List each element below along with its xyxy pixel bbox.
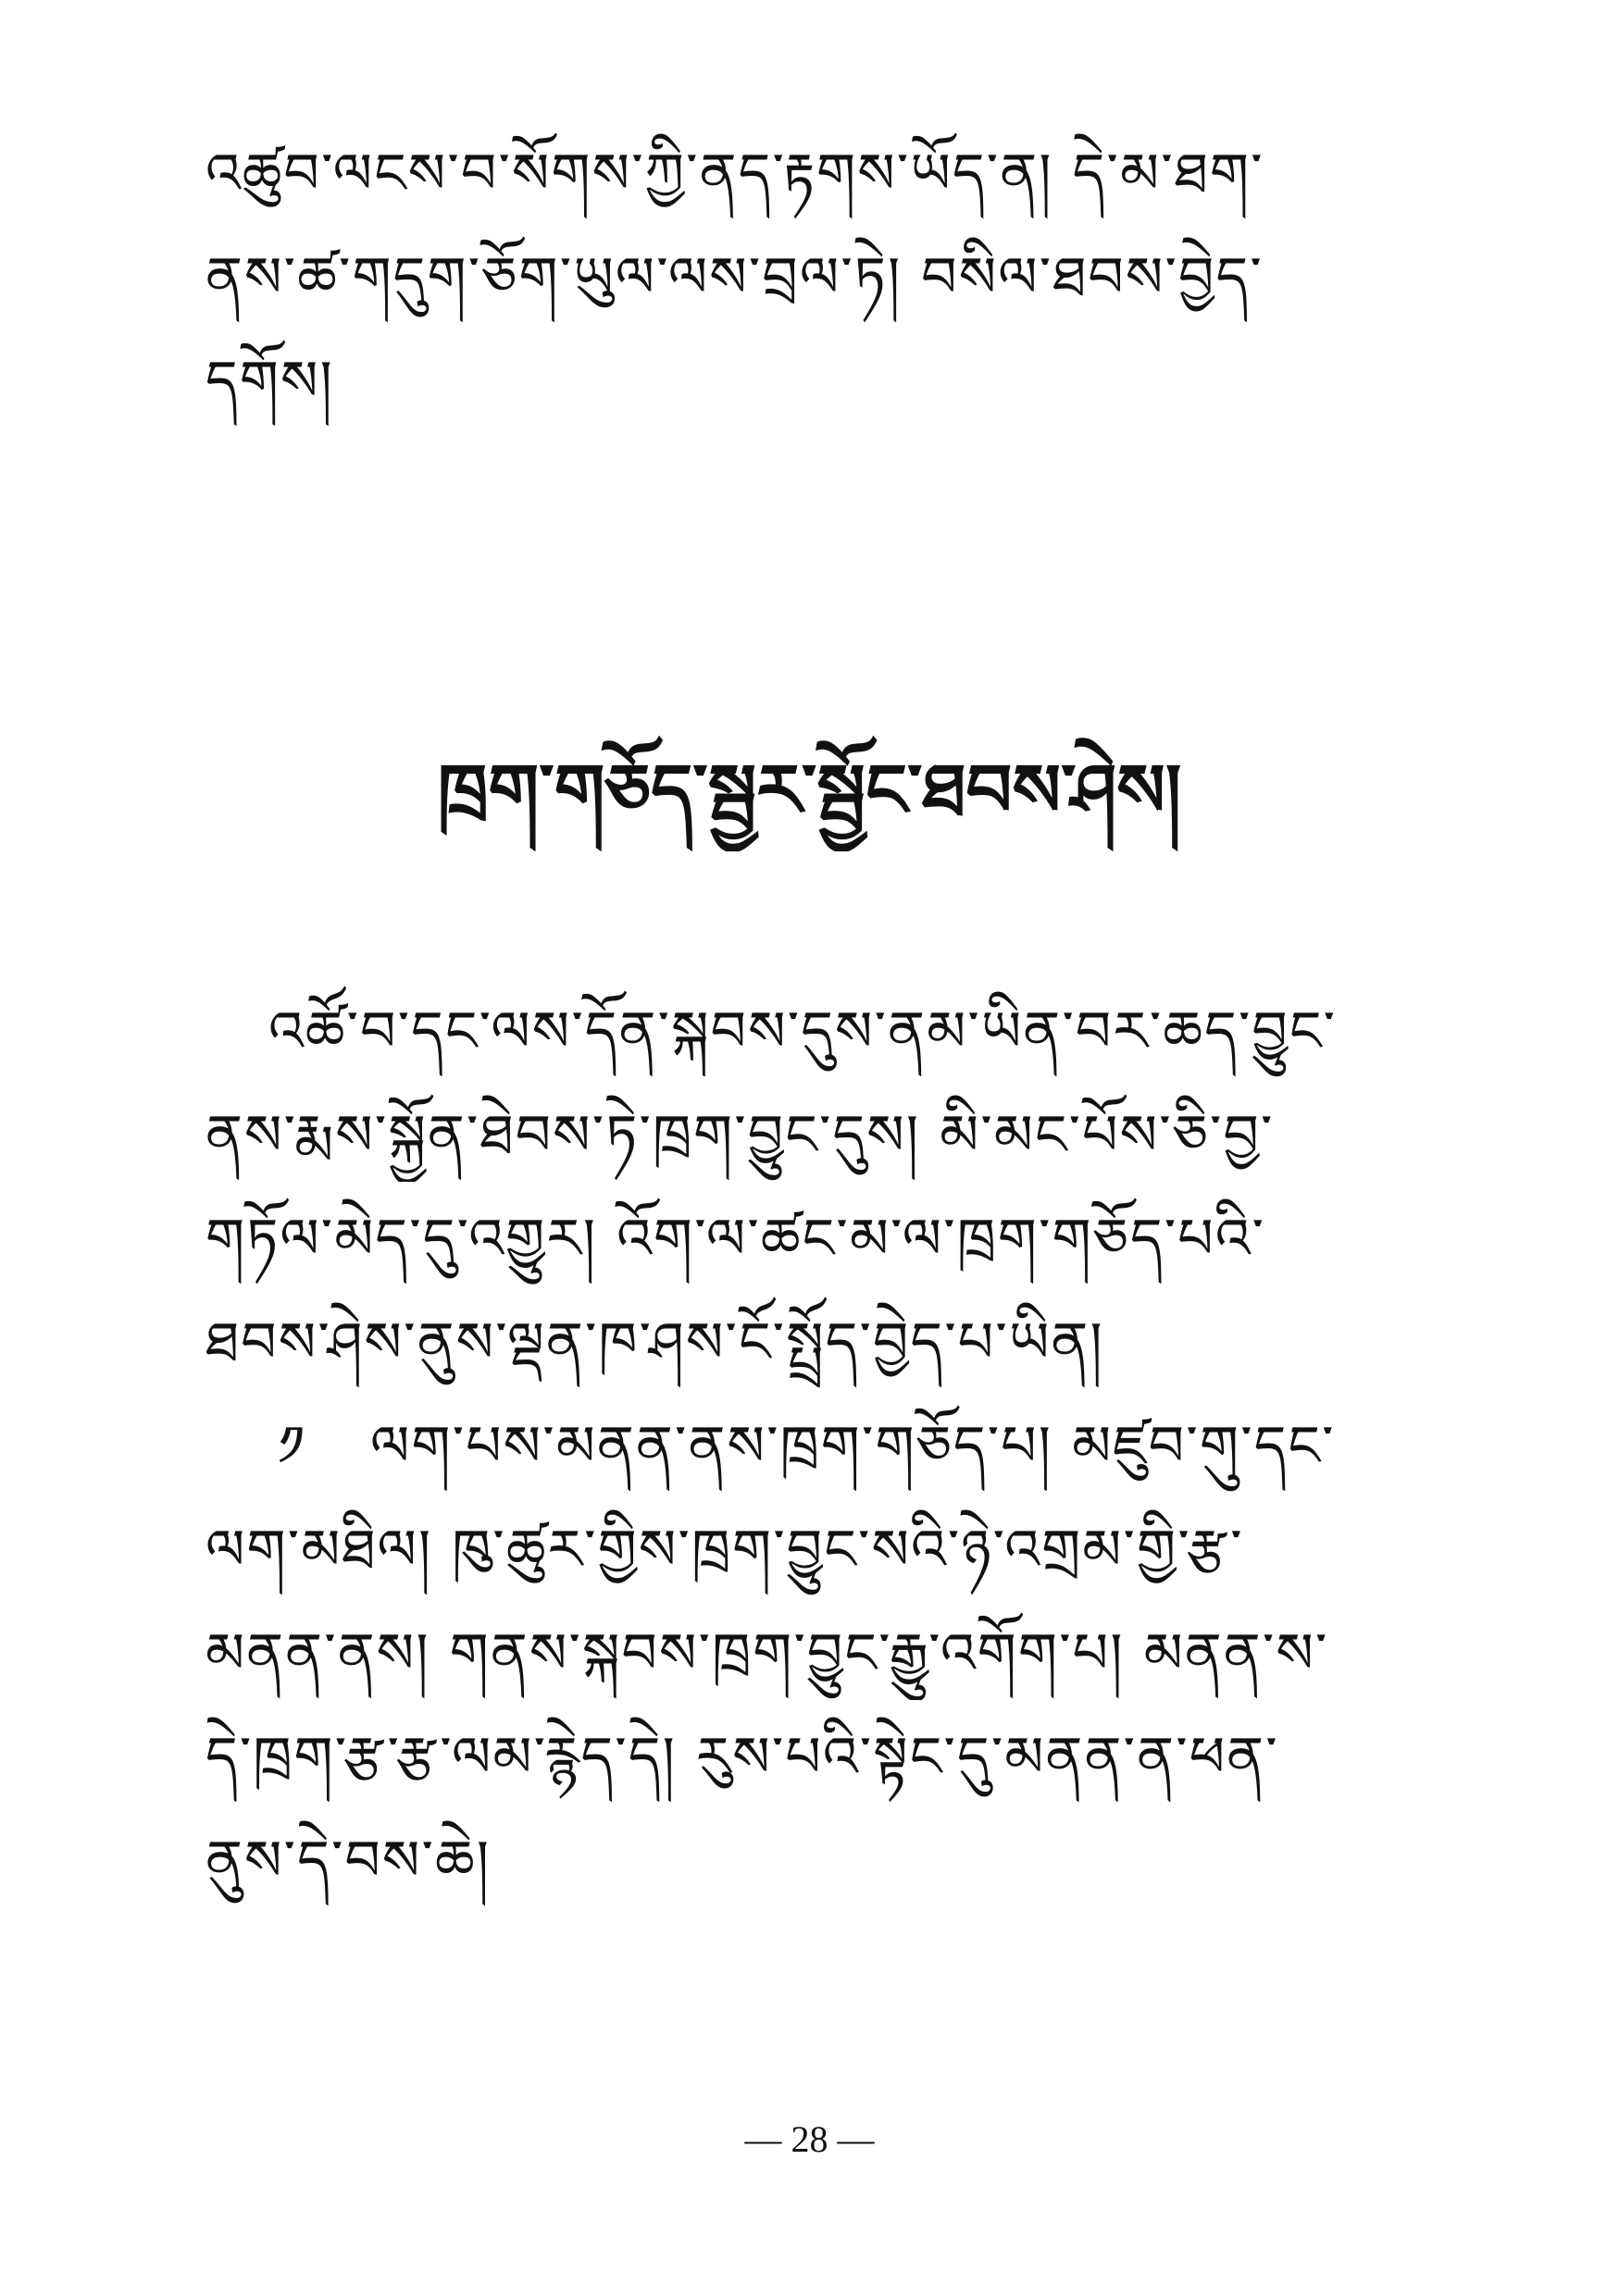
- text-line: དགོས།: [205, 349, 334, 414]
- text-line: ལག་མཐིལ། ཁུ་ཚུར་གྱིས་ཁྲག་བྱུང་སའི་ཉེ་འགྲམ་གྱི་རྩ་: [205, 1518, 1244, 1582]
- item-number: ༡: [278, 1414, 307, 1479]
- page-number: — 28 —: [744, 2118, 875, 2160]
- section-title: ཁྲག་གཅོད་སྦྱར་སྦྱོང་ཐབས་ཤེས།: [437, 749, 1182, 833]
- text-line: འཚུབ་ལངས་བ་སོགས་ཀྱི་ནད་རྟགས་ཡོད་ན། དེ་མ་ཐག་: [205, 142, 1264, 206]
- text-line: འཚོ་བ་དང་ལས་དོན་སྐབས་དུས་ནམ་ཡིན་བར་ཆད་བྱུང་: [268, 999, 1338, 1064]
- text-line: ནས་རྨས་སྐྱོན་ཐེབས་ཏེ་ཁྲག་བྱུང་དུས། མི་མང་པོས་ཅི་བྱ་: [205, 1103, 1275, 1168]
- text-line: ཐབས་ཤེས་ནུས་ལྡན་ཁ་ཤས་ངོ་སྤྲོད་བྱེད་པ་ཡིན།: [205, 1310, 1104, 1375]
- text-line: མནན་ནས། གནས་སྐབས་ཁྲག་བྱུང་རྒྱུ་འགོག་པ། མནན་ས་: [205, 1621, 1329, 1686]
- text-line: གཏོལ་མེད་དུ་འགྱུར། འོག་ལ་ཚང་མ་ལ་ཁྲག་གཅོད་པའི་: [205, 1207, 1266, 1272]
- text-line: ནུས་དེ་བས་ཆེ།: [205, 1829, 492, 1893]
- text-line: དེ་ཁྲག་རྩ་རྩ་ལམ་རྙེད་དེ། རུས་པའི་སྟེང་དུ་མནན་ན་ཕན་: [205, 1725, 1279, 1790]
- text-line: ལག་པས་མནན་ནས་ཁྲག་གཅོད་པ། མཛུབ་གུ་དང་: [370, 1414, 1336, 1479]
- text-line: ནས་ཚ་གདུག་ཅོག་ཡུལ་ལས་བྲལ་ཏེ། བསིལ་ཐབས་བྱེད་: [205, 245, 1264, 310]
